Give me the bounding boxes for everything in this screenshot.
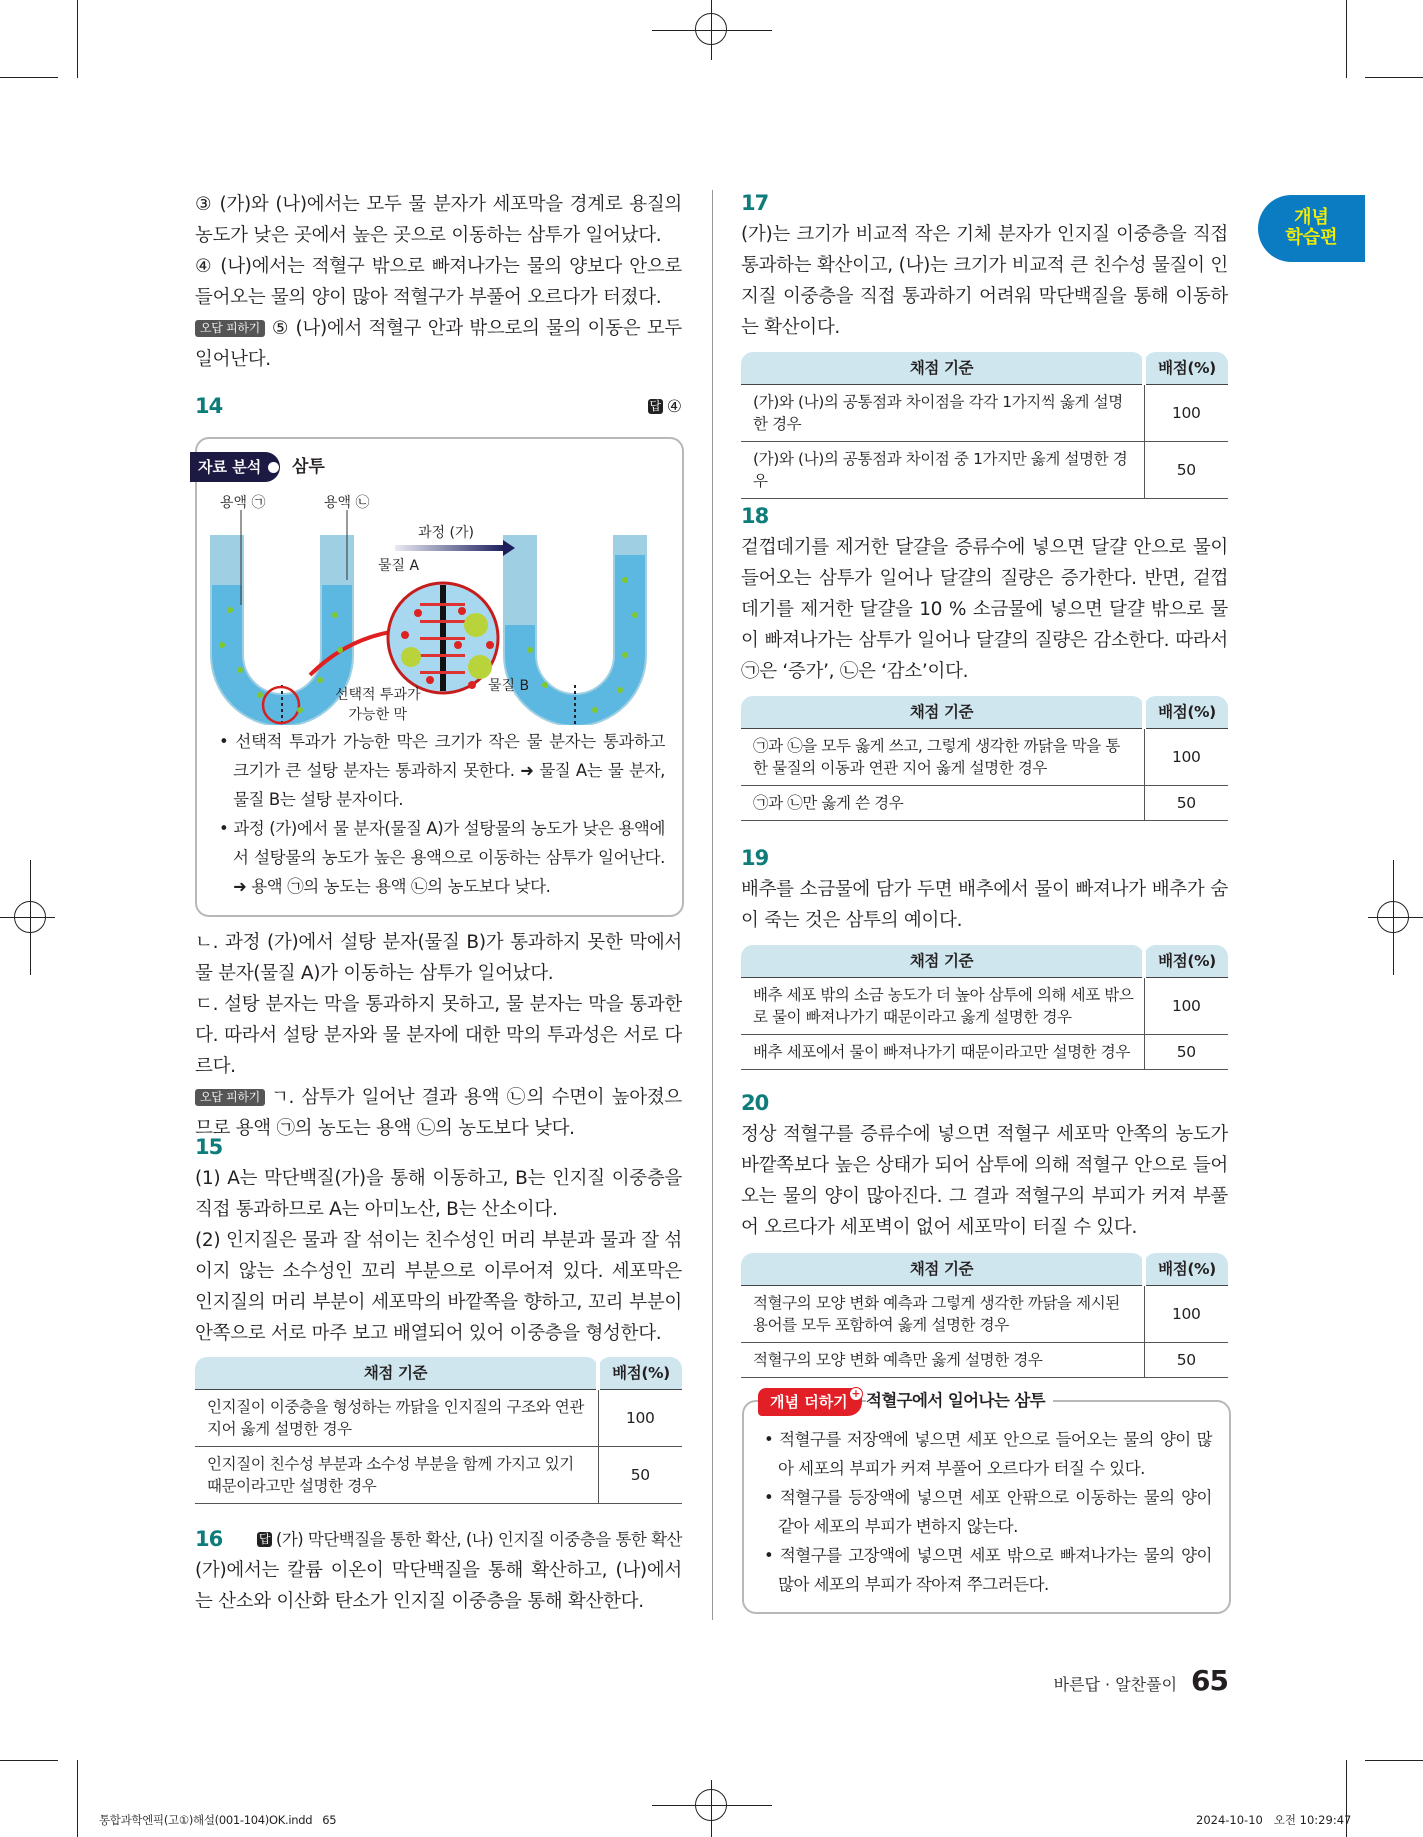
q16	[195, 1524, 682, 1617]
concept-badge-label: 개념 더하기	[770, 1393, 848, 1411]
page-number: 65	[1191, 1664, 1228, 1697]
analysis-bullet-text: 선택적 투과가 가능한 막은 크기가 작은 물 분자는 통과하고 크기가 큰 설탕 분자는 통과하지 못한다. ➜ 물질 A는 물 분자, 물질 B는 설탕 분자이다.	[233, 732, 665, 809]
label-solution2: 용액 ㉡	[324, 495, 370, 511]
data-analysis-label: 자료 분석	[198, 458, 262, 476]
table-row	[741, 1343, 1228, 1378]
box-title: 삼투	[292, 457, 325, 477]
osmosis-diagram	[200, 485, 675, 725]
criterion-cell: 인지질이 이중층을 형성하는 까닭을 인지질의 구조와 연관 지어 옳게 설명한 경우	[195, 1390, 598, 1447]
label-substance-b: 물질 B	[488, 678, 530, 694]
q14-explanation	[195, 927, 682, 1144]
side-tab-line1: 개념	[1294, 207, 1329, 228]
label-membrane-line1: 선택적 투과가	[335, 687, 421, 703]
q15-rubric-table	[195, 1357, 682, 1504]
left-column	[195, 189, 682, 375]
q20	[741, 1088, 1228, 1243]
q13-item5-wrap	[195, 313, 682, 375]
footer-section: 바른답 · 알찬풀이	[1053, 1675, 1178, 1694]
magnified-membrane	[388, 583, 498, 693]
q17-p1: (가)는 크기가 비교적 작은 기체 분자가 인지질 이중층을 직접 통과하는 확산이고, (나)는 크기가 비교적 큰 친수성 물질이 인지질 이중층을 직접 통과하기 어려워 막단백질을 통해 이동하는 확산이다.	[741, 224, 1228, 338]
question-number: 19	[741, 846, 769, 870]
concept-bullets	[760, 1425, 1212, 1599]
answer-wrap	[648, 397, 682, 417]
timestamp: 2024-10-10 오전 10:29:47	[1196, 1813, 1352, 1827]
page-footer	[1054, 1663, 1228, 1699]
data-analysis-badge	[190, 452, 280, 482]
q18	[741, 501, 1228, 687]
file-info: 통합과학엔픽(고①)해설(001-104)OK.indd 65	[99, 1813, 337, 1827]
answer-value: ④	[666, 397, 682, 417]
q16-p1: (가)에서는 칼륨 이온이 막단백질을 통해 확산하고, (나)에서는 산소와 이산화 탄소가 인지질 이중층을 통해 확산한다.	[195, 1560, 682, 1612]
side-tab[interactable]	[1258, 195, 1365, 262]
label-membrane-line2: 가능한 막	[348, 707, 408, 723]
q15-p1: (1) A는 막단백질(가)을 통해 이동하고, B는 인지질 이중층을 직접 통과하므로 A는 아미노산, B는 산소이다.	[195, 1168, 682, 1220]
criterion-cell: 적혈구의 모양 변화 예측만 옳게 설명한 경우	[741, 1343, 1144, 1378]
criterion-cell: ㉠과 ㉡을 모두 옳게 쓰고, 그렇게 생각한 까닭을 막을 통한 물질의 이동과 연관 지어 옳게 설명한 경우	[741, 729, 1144, 786]
table-row	[195, 1390, 682, 1447]
plus-icon: +	[849, 1387, 863, 1401]
concept-bullet: • 적혈구를 저장액에 넣으면 세포 안으로 들어오는 물의 양이 많아 세포의 부피가 커져 부풀어 오르다가 터질 수 있다.	[764, 1430, 1213, 1478]
crop-mark	[1365, 1760, 1423, 1761]
label-process: 과정 (가)	[418, 525, 474, 541]
answer-icon: 답	[649, 399, 662, 413]
score-cell: 50	[598, 1447, 682, 1504]
analysis-bullet-text: 과정 (가)에서 물 분자(물질 A)가 설탕물의 농도가 낮은 용액에서 설탕물의 농도가 높은 용액으로 이동하는 삼투가 일어난다. ➜ 용액 ㉠의 농도는 용액 ㉡의 농도보다 낮다.	[233, 819, 665, 896]
table-row	[741, 385, 1228, 442]
label-substance-a: 물질 A	[378, 558, 420, 574]
col-header-criterion: 채점 기준	[741, 352, 1144, 385]
concept-title-text: 적혈구에서 일어나는 삼투	[866, 1391, 1046, 1410]
q15-p2: (2) 인지질은 물과 잘 섞이는 친수성인 머리 부분과 물과 잘 섞이지 않는 소수성인 꼬리 부분으로 이루어져 있다. 세포막은 인지질의 머리 부분이 세포막의 바깥쪽을 향하고, 꼬리 부분이 안쪽으로 서로 마주 보고 배열되어 있어 이중층을 형성한다.	[195, 1230, 682, 1344]
col-header-score: 배점(%)	[598, 1357, 682, 1390]
concept-bullet-text: 적혈구를 저장액에 넣으면 세포 안으로 들어오는 물의 양이 많아 세포의 부피가 커져 부풀어 오르다가 터질 수 있다.	[778, 1430, 1213, 1478]
question-number: 15	[195, 1135, 223, 1159]
q20-rubric-table	[741, 1253, 1228, 1378]
table-row	[195, 1447, 682, 1504]
registration-mark	[1377, 901, 1409, 933]
crop-mark	[77, 0, 78, 78]
col-header-score: 배점(%)	[1144, 945, 1228, 978]
question-number: 14	[195, 394, 223, 418]
question-number: 16	[195, 1527, 223, 1551]
concept-bullet-text: 적혈구를 등장액에 넣으면 세포 안팎으로 이동하는 물의 양이 같아 세포의 부피가 변하지 않는다.	[778, 1488, 1212, 1536]
q13-item4: ④ (나)에서는 적혈구 밖으로 빠져나가는 물의 양보다 안으로 들어오는 물의 양이 많아 적혈구가 부풀어 오르다가 터졌다.	[195, 256, 682, 308]
u-tube-before	[227, 535, 337, 725]
score-cell: 50	[1144, 786, 1228, 821]
concept-badge	[758, 1388, 862, 1416]
q14-header	[195, 394, 682, 424]
score-cell: 100	[1144, 729, 1228, 786]
answer-value: (가) 막단백질을 통한 확산, (나) 인지질 이중층을 통한 확산	[275, 1530, 682, 1549]
q16-header	[195, 1524, 682, 1555]
column-divider	[712, 190, 713, 1620]
score-cell: 50	[1144, 1343, 1228, 1378]
crop-mark	[1365, 77, 1423, 78]
explain-b: ㄴ. 과정 (가)에서 설탕 분자(물질 B)가 통과하지 못한 막에서 물 분자(물질 A)가 이동하는 삼투가 일어났다.	[195, 932, 682, 984]
score-cell: 100	[1144, 1286, 1228, 1343]
q19	[741, 843, 1228, 936]
u-tube-after	[520, 535, 630, 725]
magnifier-icon	[268, 462, 279, 473]
q18-p1: 겉껍데기를 제거한 달걀을 증류수에 넣으면 달걀 안으로 물이 들어오는 삼투가 일어나 달걀의 질량은 증가한다. 반면, 겉껍데기를 제거한 달걀을 10 % 소금물에 넣으면 달걀 밖으로 물이 빠져나가는 삼투가 일어나 달걀의 질량은 감소한다. 따라서 ㉠은 ‘증가’, ㉡은 ‘감소’이다.	[741, 537, 1228, 682]
registration-mark	[695, 13, 727, 45]
q15	[195, 1132, 682, 1349]
wrong-answer-badge: 오답 피하기	[195, 1089, 265, 1106]
table-row	[741, 1035, 1228, 1070]
q17-rubric-table	[741, 352, 1228, 499]
crop-mark	[77, 1760, 78, 1837]
answer-icon: 답	[258, 1532, 270, 1546]
question-number: 17	[741, 191, 769, 215]
score-cell: 100	[1144, 385, 1228, 442]
col-header-criterion: 채점 기준	[195, 1357, 598, 1390]
answer-wrap	[257, 1524, 682, 1555]
table-row	[741, 442, 1228, 499]
process-arrow-head-icon	[503, 540, 515, 556]
table-row	[741, 786, 1228, 821]
crop-mark	[0, 77, 58, 78]
crop-mark	[0, 1760, 58, 1761]
col-header-score: 배점(%)	[1144, 352, 1228, 385]
question-number: 20	[741, 1091, 769, 1115]
criterion-cell: (가)와 (나)의 공통점과 차이점 중 1가지만 옳게 설명한 경우	[741, 442, 1144, 499]
col-header-criterion: 채점 기준	[741, 696, 1144, 729]
crop-mark	[1346, 0, 1347, 78]
col-header-score: 배점(%)	[1144, 696, 1228, 729]
concept-title	[866, 1388, 1053, 1414]
concept-bullet-text: 적혈구를 고장액에 넣으면 세포 밖으로 빠져나가는 물의 양이 많아 세포의 부피가 작아져 쭈그러든다.	[778, 1546, 1212, 1594]
concept-bullet: • 적혈구를 등장액에 넣으면 세포 안팎으로 이동하는 물의 양이 같아 세포의 부피가 변하지 않는다.	[764, 1488, 1212, 1536]
q19-rubric-table	[741, 945, 1228, 1070]
criterion-cell: 적혈구의 모양 변화 예측과 그렇게 생각한 까닭을 제시된 용어를 모두 포함하여 옳게 설명한 경우	[741, 1286, 1144, 1343]
analysis-bullets	[215, 727, 665, 901]
process-arrow	[395, 545, 505, 551]
col-header-criterion: 채점 기준	[741, 945, 1144, 978]
q17	[741, 188, 1228, 343]
question-number: 18	[741, 504, 769, 528]
table-row	[741, 978, 1228, 1035]
score-cell: 50	[1144, 442, 1228, 499]
q13-item5: ⑤ (나)에서 적혈구 안과 밖으로의 물의 이동은 모두 일어난다.	[195, 318, 682, 370]
criterion-cell: (가)와 (나)의 공통점과 차이점을 각각 1가지씩 옳게 설명한 경우	[741, 385, 1144, 442]
wrong-answer-badge: 오답 피하기	[195, 320, 265, 337]
col-header-criterion: 채점 기준	[741, 1253, 1144, 1286]
table-row	[741, 729, 1228, 786]
explain-a: ㄱ. 삼투가 일어난 결과 용액 ㉡의 수면이 높아졌으므로 용액 ㉠의 농도는 용액 ㉡의 농도보다 낮다.	[195, 1087, 682, 1139]
q18-rubric-table	[741, 696, 1228, 821]
explain-c: ㄷ. 설탕 분자는 막을 통과하지 못하고, 물 분자는 막을 통과한다. 따라서 설탕 분자와 물 분자에 대한 막의 투과성은 서로 다르다.	[195, 994, 682, 1077]
side-tab-line2: 학습편	[1285, 227, 1338, 248]
criterion-cell: 배추 세포 밖의 소금 농도가 더 높아 삼투에 의해 세포 밖으로 물이 빠져나가기 때문이라고 옳게 설명한 경우	[741, 978, 1144, 1035]
concept-bullet: • 적혈구를 고장액에 넣으면 세포 밖으로 빠져나가는 물의 양이 많아 세포의 부피가 작아져 쭈그러든다.	[764, 1546, 1212, 1594]
q13-item3: ③ (가)와 (나)에서는 모두 물 분자가 세포막을 경계로 용질의 농도가 낮은 곳에서 높은 곳으로 이동하는 삼투가 일어났다.	[195, 194, 682, 246]
criterion-cell: ㉠과 ㉡만 옳게 쓴 경우	[741, 786, 1144, 821]
score-cell: 100	[598, 1390, 682, 1447]
score-cell: 50	[1144, 1035, 1228, 1070]
criterion-cell: 인지질이 친수성 부분과 소수성 부분을 함께 가지고 있기 때문이라고만 설명한 경우	[195, 1447, 598, 1504]
col-header-score: 배점(%)	[1144, 1253, 1228, 1286]
analysis-bullet: • 선택적 투과가 가능한 막은 크기가 작은 물 분자는 통과하고 크기가 큰 설탕 분자는 통과하지 못한다. ➜ 물질 A는 물 분자, 물질 B는 설탕 분자이다.	[219, 732, 665, 809]
registration-mark	[14, 901, 46, 933]
analysis-bullet: • 과정 (가)에서 물 분자(물질 A)가 설탕물의 농도가 낮은 용액에서 설탕물의 농도가 높은 용액으로 이동하는 삼투가 일어난다. ➜ 용액 ㉠의 농도는 용액 ㉡의 농도보다 낮다.	[219, 819, 665, 896]
table-row	[741, 1286, 1228, 1343]
registration-mark	[695, 1789, 727, 1821]
criterion-cell: 배추 세포에서 물이 빠져나가기 때문이라고만 설명한 경우	[741, 1035, 1144, 1070]
score-cell: 100	[1144, 978, 1228, 1035]
q19-p1: 배추를 소금물에 담가 두면 배추에서 물이 빠져나가 배추가 숨이 죽는 것은 삼투의 예이다.	[741, 879, 1228, 931]
q20-p1: 정상 적혈구를 증류수에 넣으면 적혈구 세포막 안쪽의 농도가 바깥쪽보다 높은 상태가 되어 삼투에 의해 적혈구 안으로 들어오는 물의 양이 많아진다. 그 결과 적혈구의 부피가 커져 부풀어 오르다가 세포벽이 없어 세포막이 터질 수 있다.	[741, 1124, 1228, 1238]
label-solution1: 용액 ㉠	[220, 495, 266, 511]
label-membrane	[335, 685, 421, 725]
